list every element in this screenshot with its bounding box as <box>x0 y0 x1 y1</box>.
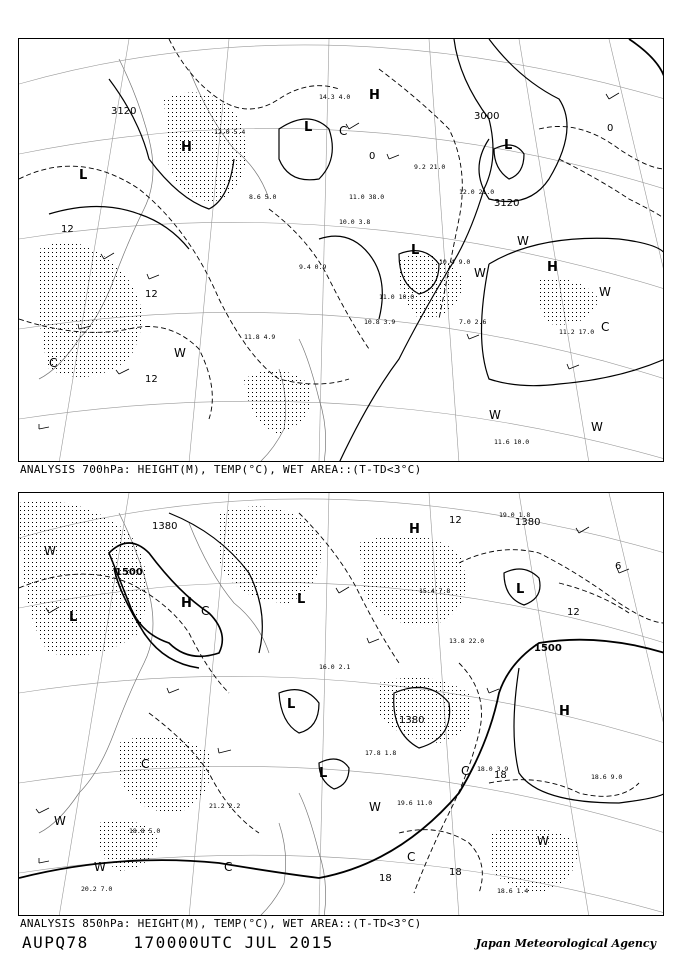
low-symbol: L <box>287 697 296 712</box>
high-symbol: H <box>409 522 420 537</box>
warm-symbol: W <box>537 834 549 848</box>
contour-label: 1380 <box>515 517 541 528</box>
warm-symbol: W <box>474 266 486 280</box>
cold-symbol: C <box>339 124 348 138</box>
map-panel-850hpa <box>18 492 664 916</box>
cold-symbol: C <box>201 604 210 618</box>
wet-area-dots <box>19 501 579 893</box>
contour-label: 18 <box>494 770 507 781</box>
station-obs-entry: 11.0 10.0 <box>379 293 415 301</box>
station-obs-entry: 7.0 2.6 <box>459 318 487 326</box>
contour-label: 1500 <box>115 567 143 578</box>
station-obs-entry: 10.4 9.0 <box>439 258 471 266</box>
station-obs-entry: 12.0 21.0 <box>459 188 495 196</box>
height-contours <box>49 39 664 462</box>
cold-symbol: C <box>601 320 610 334</box>
warm-symbol: W <box>489 408 501 422</box>
contour-label: 1380 <box>152 521 178 532</box>
station-obs-entry: 9.2 21.0 <box>414 163 446 171</box>
contour-label: 1500 <box>534 643 562 654</box>
pressure-symbols <box>49 88 614 434</box>
warm-symbol: W <box>54 814 66 828</box>
station-obs-entry: 11.8 4.9 <box>244 333 276 341</box>
low-symbol: L <box>516 582 525 597</box>
contour-label: 18 <box>449 867 462 878</box>
station-obs-entry: 9.4 0.9 <box>299 263 327 271</box>
low-symbol: L <box>319 766 328 781</box>
station-obs-entry: 19.6 11.0 <box>397 799 433 807</box>
warm-symbol: W <box>591 420 603 434</box>
low-symbol: L <box>304 120 313 135</box>
low-symbol: L <box>297 592 306 607</box>
contour-label: 3120 <box>111 106 137 117</box>
cold-symbol: C <box>49 356 58 370</box>
warm-symbol: W <box>517 234 529 248</box>
warm-symbol: W <box>44 544 56 558</box>
map-panel-700hpa <box>18 38 664 462</box>
wind-barbs <box>39 93 619 429</box>
station-obs-entry: 18.6 1.4 <box>497 887 529 895</box>
station-obs-entry: 10.8 3.9 <box>364 318 396 326</box>
high-symbol: H <box>369 88 380 103</box>
contour-label: 3120 <box>494 198 520 209</box>
contour-label: 3000 <box>474 111 500 122</box>
low-symbol: L <box>79 168 88 183</box>
high-symbol: H <box>547 260 558 275</box>
contour-label: 18 <box>379 873 392 884</box>
warm-symbol: W <box>369 800 381 814</box>
warm-symbol: W <box>599 285 611 299</box>
station-obs-entry: 10.0 3.8 <box>339 218 371 226</box>
chart-id: AUPQ78 <box>22 933 89 952</box>
station-obs-entry: 15.4 7.8 <box>419 587 451 595</box>
station-obs-entry: 18.8 5.0 <box>129 827 161 835</box>
contour-label: 0 <box>369 151 376 162</box>
low-symbol: L <box>411 243 420 258</box>
cold-symbol: C <box>461 764 470 778</box>
chart-code <box>22 933 334 952</box>
station-obs-entry: 20.2 7.0 <box>81 885 113 893</box>
contour-label: 12 <box>145 374 158 385</box>
warm-symbol: W <box>174 346 186 360</box>
station-obs-entry: 8.6 5.0 <box>249 193 277 201</box>
low-symbol: L <box>69 610 78 625</box>
map-850hpa <box>19 493 664 916</box>
station-obs-entry: 17.8 1.8 <box>365 749 397 757</box>
cold-symbol: C <box>141 757 150 771</box>
cold-symbol: C <box>407 850 416 864</box>
station-obs-entry: 19.0 1.8 <box>499 511 531 519</box>
contour-label: 12 <box>567 607 580 618</box>
chart-datetime: 170000UTC JUL 2015 <box>133 933 334 952</box>
caption-850hpa: ANALYSIS 850hPa: HEIGHT(M), TEMP(°C), WET AREA::(T-TD<3°C) <box>20 917 422 930</box>
warm-symbol: W <box>94 860 106 874</box>
low-symbol: L <box>504 138 513 153</box>
cold-symbol: C <box>224 860 233 874</box>
station-obs-entry: 12.0 5.4 <box>214 128 246 136</box>
station-obs-entry: 21.2 2.2 <box>209 802 241 810</box>
contour-label: 1380 <box>399 715 425 726</box>
contour-label: 12 <box>449 515 462 526</box>
station-obs-entry: 16.0 2.1 <box>319 663 351 671</box>
station-obs-entry: 18.0 3.9 <box>477 765 509 773</box>
station-obs-entry: 14.3 4.0 <box>319 93 351 101</box>
graticule <box>19 39 664 462</box>
station-obs-entry: 11.2 17.0 <box>559 328 595 336</box>
station-obs-entry: 13.8 22.0 <box>449 637 485 645</box>
map-700hpa <box>19 39 664 462</box>
agency-name: Japan Meteorological Agency <box>475 937 656 950</box>
station-obs-entry: 11.0 38.0 <box>349 193 385 201</box>
contour-label: 6 <box>615 561 622 572</box>
contour-label: 12 <box>145 289 158 300</box>
station-obs-entry: 18.6 9.0 <box>591 773 623 781</box>
high-symbol: H <box>181 140 192 155</box>
contour-label: 12 <box>61 224 74 235</box>
caption-700hpa: ANALYSIS 700hPa: HEIGHT(M), TEMP(°C), WET AREA::(T-TD<3°C) <box>20 463 422 476</box>
high-symbol: H <box>559 704 570 719</box>
station-obs-entry: 11.6 10.0 <box>494 438 530 446</box>
contour-label: 0 <box>607 123 614 134</box>
high-symbol: H <box>181 596 192 611</box>
